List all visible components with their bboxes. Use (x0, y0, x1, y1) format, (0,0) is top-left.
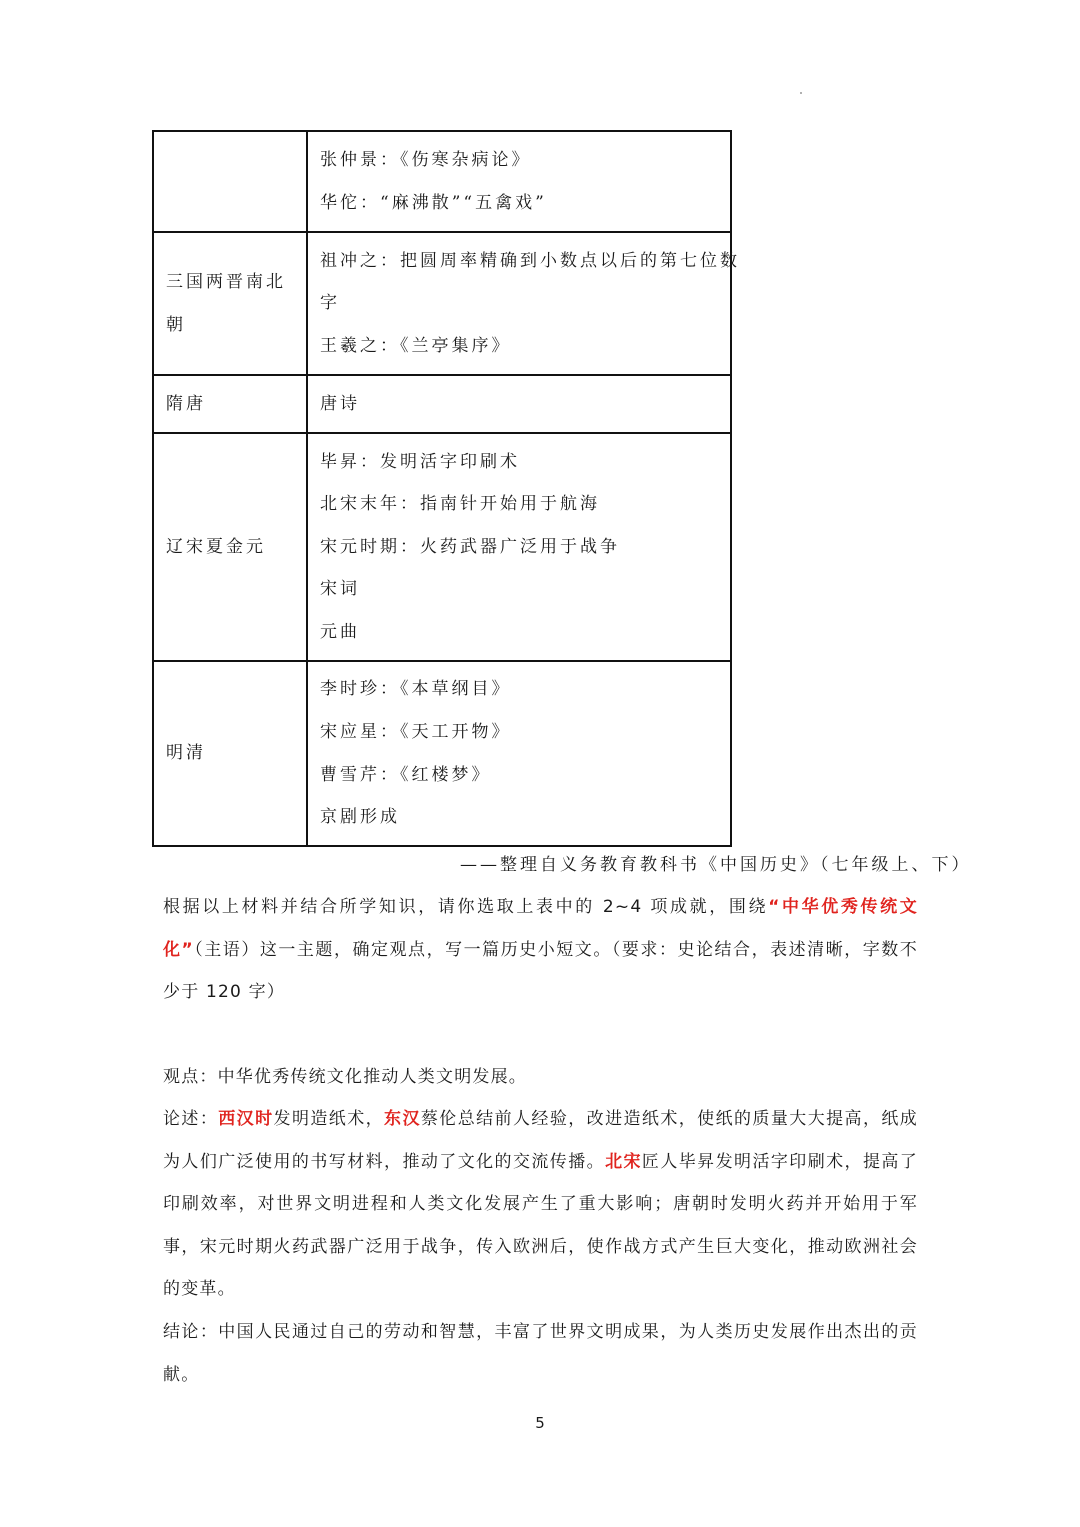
achievement-item: 王羲之：《兰亭集序》 (320, 335, 512, 356)
table-row (153, 661, 731, 846)
achievement-item: 华佗：“麻沸散”“五禽戏” (320, 192, 547, 213)
achievement-item: 祖冲之：把圆周率精确到小数点以后的第七位数 (320, 250, 740, 271)
achievement-cell (307, 232, 740, 375)
achievement-item: 北宋末年：指南针开始用于航海 (320, 494, 600, 515)
question-prompt (163, 886, 918, 1014)
achievement-item: 京剧形成 (320, 807, 400, 828)
prompt-text: 根据以上材料并结合所学知识，请你选取上表中的 2~4 项成就，围绕 (163, 897, 769, 917)
achievement-item: 宋元时期：火药武器广泛用于战争 (320, 536, 620, 557)
achievement-item: 张仲景：《伤寒杂病论》 (320, 149, 532, 170)
achievement-item: 宋词 (320, 579, 360, 600)
table-row (153, 232, 731, 375)
speck-mark (800, 92, 802, 94)
achievement-cell (307, 131, 731, 232)
achievement-item: 毕昇：发明活字印刷术 (320, 451, 520, 472)
era-label: 隋唐 (166, 393, 206, 414)
era-cell (153, 661, 307, 846)
argument-label: 论述： (163, 1109, 219, 1129)
achievement-item: 宋应星：《天工开物》 (320, 721, 512, 742)
highlight-western-han: 西汉时 (218, 1109, 274, 1129)
achievement-item: 曹雪芹：《红楼梦》 (320, 764, 492, 785)
prompt-text: （主语）这一主题，确定观点，写一篇历史小短文。（要求：史论结合，表述清晰，字数不少于 120 字） (163, 939, 918, 1002)
era-label: 三国两晋南北朝 (166, 271, 286, 335)
argument-text: 发明造纸术， (273, 1109, 385, 1129)
argument-text: 匠人毕昇发明活字印刷术，提高了印刷效率，对世界文明进程和人类文化发展产生了重大影响；唐朝时发明火药并开始用于军事，宋元时期火药武器广泛用于战争，传入欧洲后，使作战方式产生巨大变化，推动欧洲社会的变革。 (163, 1151, 918, 1299)
answer-conclusion: 结论：中国人民通过自己的劳动和智慧，丰富了世界文明成果，为人类历史发展作出杰出的贡献。 (163, 1322, 918, 1385)
achievement-item: 字 (320, 293, 340, 314)
page-number: 5 (535, 1414, 545, 1432)
source-citation: ——整理自义务教育教科书《中国历史》（七年级上、下） (460, 855, 972, 875)
era-label: 辽宋夏金元 (166, 536, 266, 557)
achievement-item: 李时珍：《本草纲目》 (320, 679, 512, 700)
table-row (153, 433, 731, 661)
argument-text: 蔡伦总结前人经验，改进造纸术，使纸的质量大大提高，纸成为人们广泛使用的书写材料，推动了文化的交流传播。 (163, 1109, 918, 1172)
prompt-highlight: “中华优秀传统文化” (163, 897, 918, 960)
era-cell (153, 232, 307, 375)
highlight-eastern-han: 东汉 (384, 1109, 421, 1129)
achievement-item: 唐诗 (320, 393, 360, 414)
achievement-cell (307, 375, 731, 433)
achievement-cell (307, 433, 731, 661)
answer-argument (163, 1098, 918, 1311)
highlight-northern-song: 北宋 (605, 1151, 642, 1172)
era-cell (153, 131, 307, 232)
table-row (153, 375, 731, 433)
table-row (153, 131, 731, 232)
achievement-item: 元曲 (320, 621, 360, 642)
era-cell (153, 433, 307, 661)
answer-viewpoint: 观点：中华优秀传统文化推动人类文明发展。 (163, 1067, 527, 1087)
era-cell (153, 375, 307, 433)
era-label: 明清 (166, 743, 206, 764)
achievements-table (152, 130, 740, 847)
achievement-cell (307, 661, 731, 846)
